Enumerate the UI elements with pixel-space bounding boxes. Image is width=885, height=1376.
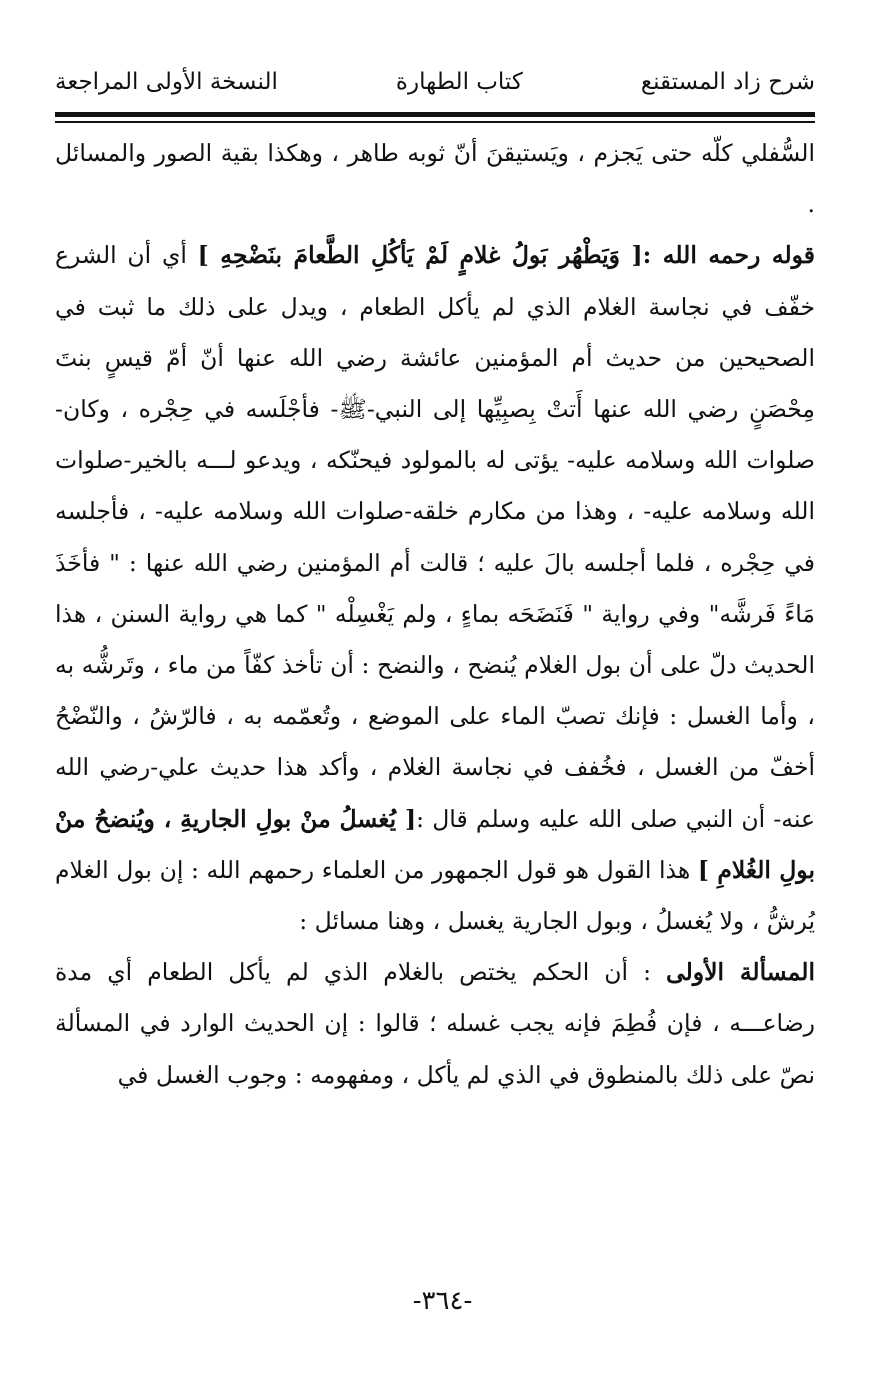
text-segment: هذا القول هو قول الجمهور من العلماء رحمهم الله : إن بول الغلام يُرشُّ ، ولا يُغسلُ ، وبول الجارية يغسل ، وهنا مسائل : <box>55 855 815 936</box>
text-segment: : أن الحكم يختص بالغلام الذي لم يأكل الطعام أي مدة رضاعـــه ، فإن فُطِمَ فإنه يجب غسله ؛ قالوا : إن الحديث الوارد في المسألة نصّ على ذلك بالمنطوق في الذي لم يأكل ، ومفهومه : وجوب الغسل في <box>55 958 815 1089</box>
issue-heading: المسألة الأولى <box>666 958 815 987</box>
running-header <box>55 62 815 102</box>
header-chapter: كتاب الطهارة <box>395 69 523 95</box>
paragraph <box>55 128 815 230</box>
header-book-title: شرح زاد المستقنع <box>640 69 815 95</box>
quoted-hadith: [ يُغسلُ منْ بولِ الجاريةِ ، ويُنضحُ منْ بولِ الغُلامِ ] <box>55 804 815 884</box>
body-text <box>55 128 815 1101</box>
page-number: -٣٦٤- <box>412 1286 473 1316</box>
header-divider-thick <box>55 112 815 117</box>
quoted-matn: قوله رحمه الله :[ وَيَطْهُر بَولُ غلامٍ لَمْ يَأكُلِ الطَّعامَ بنَضْحِهِ ] <box>197 241 816 270</box>
text-segment: السُّفلي كلّه حتى يَجزم ، ويَستيقنَ أنّ ثوبه طاهر ، وهكذا بقية الصور والمسائل . <box>55 139 815 219</box>
paragraph <box>55 947 815 1101</box>
text-segment: أي أن الشرع خفّف في نجاسة الغلام الذي لم يأكل الطعام ، ويدل على ذلك ما ثبت في الصحيحين من حديث أم المؤمنين عائشة رضي الله عنها أنّ أمّ قيسٍ بنتَ مِحْصَنٍ رضي الله عنها أَتتْ بِصبِيِّها إلى النبي-ﷺ- فأجْلَسه في حِجْره ، وكان-صلوات الله وسلامه عليه- يؤتى له بالمولود فيحنّكه ، ويدعو لـــه بالخير-صلوات الله وسلامه عليه- ، وهذا من مكارم خلقه-صلوات الله وسلامه عليه- ، فأجلسه في حِجْره ، فلما أجلسه بالَ عليه ؛ قالت أم المؤمنين رضي الله عنها : " فأخَذَ مَاءً فَرشَّه" وفي رواية " فَنَضَحَه بماءٍ ، ولم يَغْسِلْه " كما هي رواية السنن ، هذا الحديث دلّ على أن بول الغلام يُنضح ، والنضح : أن تأخذ كفّاً من ماء ، وتَرشُّه به ، وأما الغسل : فإنك تصبّ الماء على الموضع ، وتُعمّمه به ، فالرّشُ ، والنّضْحُ أخفّ من الغسل ، فخُفف في نجاسة الغلام ، وأكد هذا حديث علي-رضي الله عنه- أن النبي صلى الله عليه وسلم قال : <box>55 241 815 833</box>
header-edition: النسخة الأولى المراجعة <box>55 69 278 95</box>
header-divider-thin <box>55 121 815 123</box>
paragraph <box>55 230 815 947</box>
